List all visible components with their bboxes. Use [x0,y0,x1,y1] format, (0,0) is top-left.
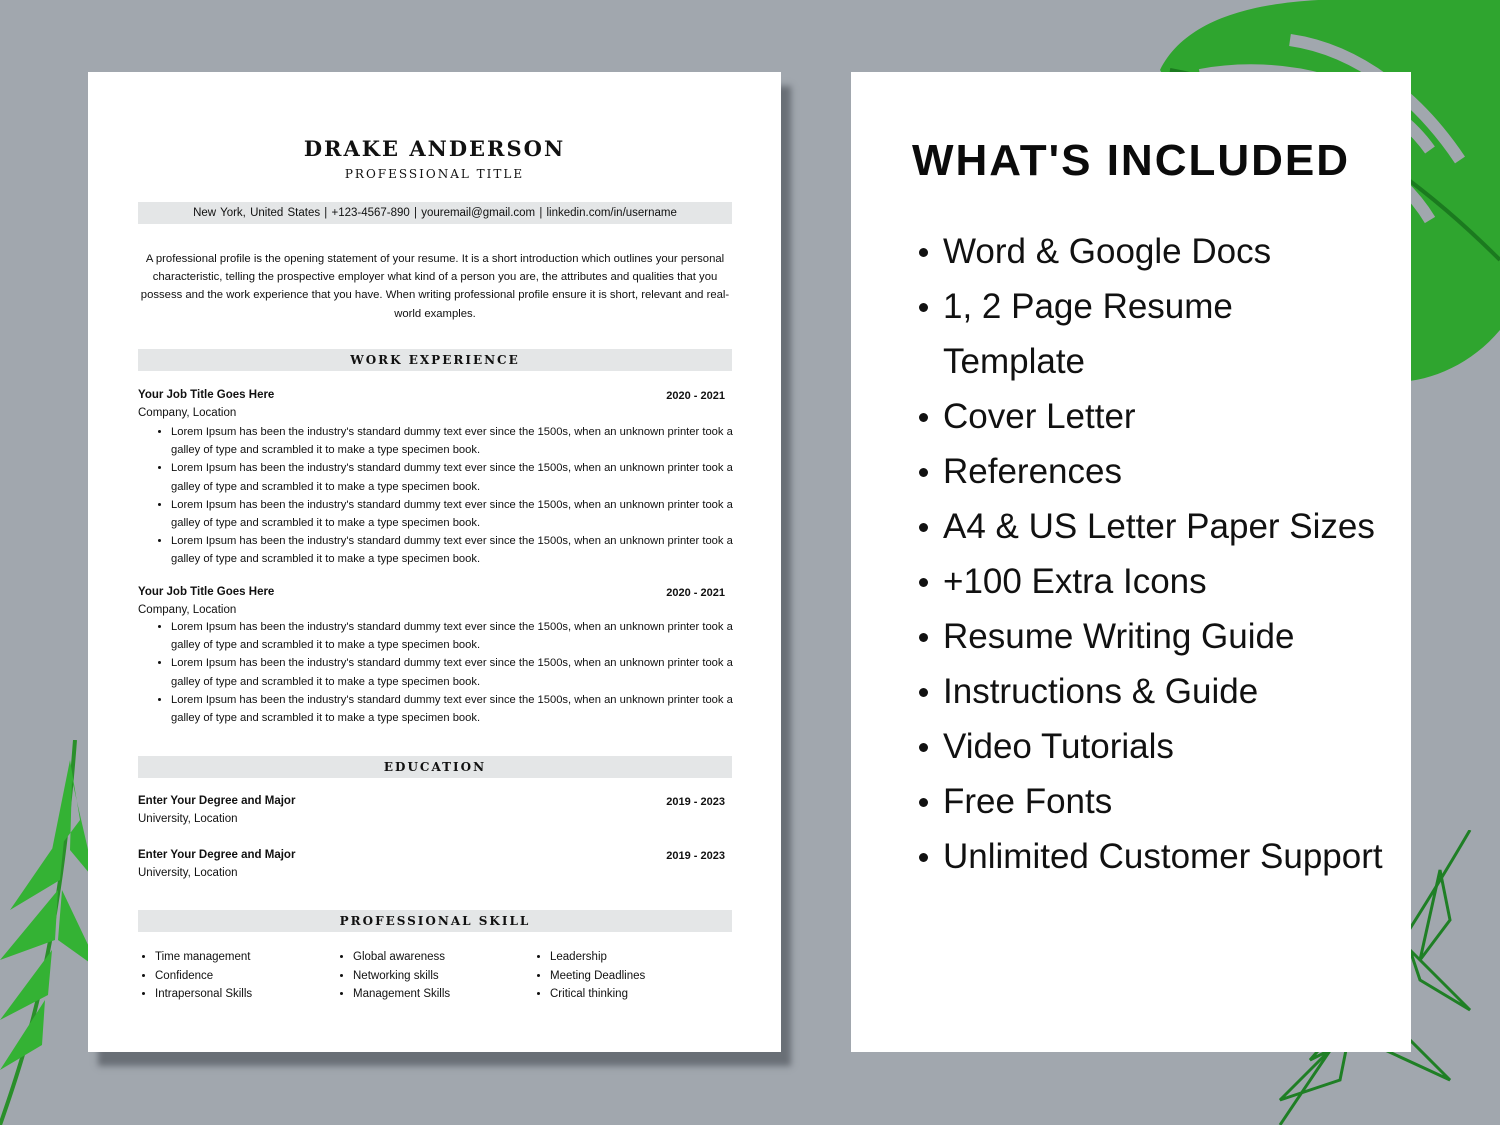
included-list [943,224,1383,884]
resume-profile-text: A professional profile is the opening statement of your resume. It is a short introduction which outlines your personal characteristic, telling the prospective employer what kind of a person you are, the attributes and qualities that you possess and the work experience that you have. When writing professional profile ensure it is short, relevant and real-world examples. [140,253,730,320]
education-school: University, Location [138,867,238,879]
skill-item: • Critical thinking [550,985,645,1004]
included-item: Unlimited Customer Support [943,829,1383,884]
job-bullet: • Lorem Ipsum has been the industry's standard dummy text ever since the 1500s, when an unknown printer took a galley of type and scrambled it to make a type specimen book. [171,496,749,532]
education-degree: Enter Your Degree and Major [138,849,296,861]
bullet-dot-icon [919,798,928,807]
bullet-dot-icon [919,743,928,752]
job-bullet: • Lorem Ipsum has been the industry's standard dummy text ever since the 1500s, when an unknown printer took a galley of type and scrambled it to make a type specimen book. [171,423,749,459]
skill-item: • Leadership [550,948,645,967]
skill-item: • Confidence [155,967,252,986]
skill-item: • Meeting Deadlines [550,967,645,986]
job-bullet: • Lorem Ipsum has been the industry's standard dummy text ever since the 1500s, when an unknown printer took a galley of type and scrambled it to make a type specimen book. [171,618,749,654]
education-date: 2019 - 2023 [666,850,725,862]
job-bullet: • Lorem Ipsum has been the industry's standard dummy text ever since the 1500s, when an unknown printer took a galley of type and scrambled it to make a type specimen book. [171,532,749,568]
bullet-dot-icon [919,578,928,587]
education-degree: Enter Your Degree and Major [138,795,296,807]
job-title: Your Job Title Goes Here [138,586,275,598]
included-item: Free Fonts [943,774,1383,829]
whats-included-title: WHAT'S INCLUDED [911,136,1351,185]
bullet-dot-icon [919,523,928,532]
job-bullets [154,423,749,569]
included-item: Cover Letter [943,389,1383,444]
palm-leaf-decoration-left [0,740,100,1125]
skill-item: • Global awareness [353,948,450,967]
bullet-dot-icon [919,303,928,312]
skills-column [138,948,252,1004]
included-item: Instructions & Guide [943,664,1383,719]
bullet-dot-icon [919,633,928,642]
included-item: Video Tutorials [943,719,1383,774]
job-company: Company, Location [138,604,237,616]
bullet-dot-icon [919,853,928,862]
skill-item: • Time management [155,948,252,967]
job-date: 2020 - 2021 [666,390,725,402]
included-item: +100 Extra Icons [943,554,1383,609]
included-item: Resume Writing Guide [943,609,1383,664]
job-date: 2020 - 2021 [666,587,725,599]
included-item: A4 & US Letter Paper Sizes [943,499,1383,554]
education-heading: EDUCATION [138,756,732,778]
resume-contact-bar: New York, United States | +123-4567-890 | youremail@gmail.com | linkedin.com/in/username [138,202,732,224]
skill-item: • Intrapersonal Skills [155,985,252,1004]
resume-page [88,72,781,1052]
job-bullet: • Lorem Ipsum has been the industry's standard dummy text ever since the 1500s, when an unknown printer took a galley of type and scrambled it to make a type specimen book. [171,691,749,727]
included-item: Word & Google Docs [943,224,1383,279]
bullet-dot-icon [919,413,928,422]
skill-item: • Networking skills [353,967,450,986]
skills-column [533,948,645,1004]
bullet-dot-icon [919,468,928,477]
professional-skill-heading: PROFESSIONAL SKILL [138,910,732,932]
whats-included-panel [851,72,1411,1052]
bullet-dot-icon [919,688,928,697]
job-title: Your Job Title Goes Here [138,389,275,401]
skills-column [336,948,450,1004]
bullet-dot-icon [919,248,928,257]
skill-item: • Management Skills [353,985,450,1004]
work-experience-heading: WORK EXPERIENCE [138,349,732,371]
education-school: University, Location [138,813,238,825]
job-bullets [154,618,749,727]
resume-professional-title: PROFESSIONAL TITLE [344,167,525,181]
included-item: References [943,444,1383,499]
job-bullet: • Lorem Ipsum has been the industry's standard dummy text ever since the 1500s, when an unknown printer took a galley of type and scrambled it to make a type specimen book. [171,459,749,495]
job-company: Company, Location [138,407,237,419]
included-item: 1, 2 Page Resume Template [943,279,1383,389]
resume-name: DRAKE ANDERSON [303,136,566,161]
job-bullet: • Lorem Ipsum has been the industry's standard dummy text ever since the 1500s, when an unknown printer took a galley of type and scrambled it to make a type specimen book. [171,654,749,690]
education-date: 2019 - 2023 [666,796,725,808]
